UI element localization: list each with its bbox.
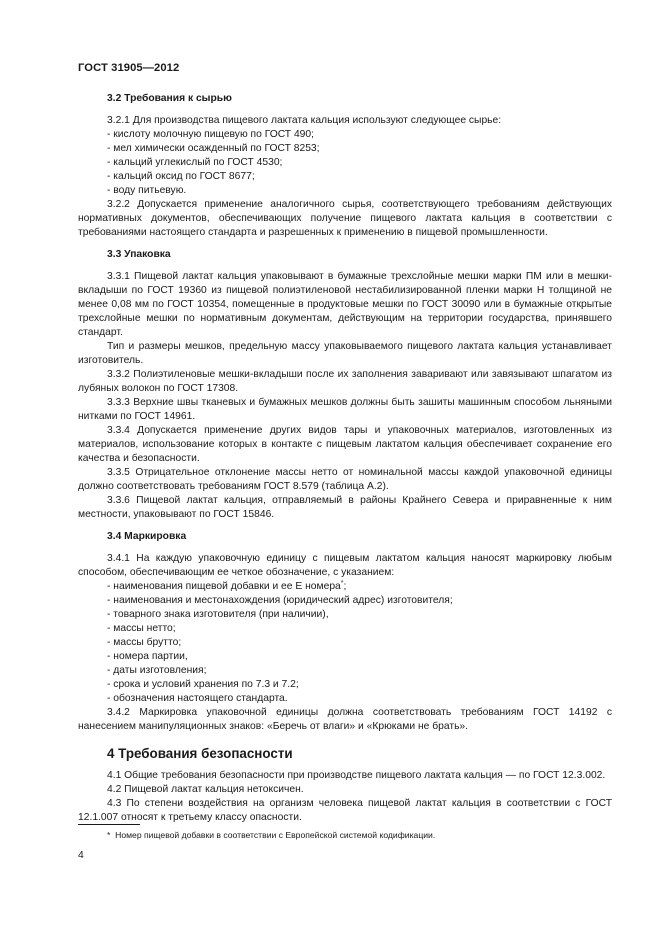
clause-4-1: 4.1 Общие требования безопасности при производстве пищевого лактата кальция — по ГОСТ 12.3.002. xyxy=(107,770,606,781)
section-3-4-title: 3.4 Маркировка xyxy=(107,531,187,542)
clause-3-2-2: 3.2.2 Допускается применение аналогичного сырья, соответствующего требованиям действующих нормативных документов, обеспечивающих получение пищевого лактата кальция в соответствии с требованиями настоящего стандарта и разрешенных к применению в пищевой промышленности. xyxy=(78,199,612,238)
section-3-3-title: 3.3 Упаковка xyxy=(107,249,171,260)
list-item: - массы нетто; xyxy=(107,623,176,634)
list-item-text: - наименования пищевой добавки и ее Е номера xyxy=(107,581,341,592)
section-4-title: 4 Требования безопасности xyxy=(107,746,293,761)
list-item: - массы брутто; xyxy=(107,637,182,648)
list-item: - номера партии, xyxy=(107,651,188,662)
list-item: - кислоту молочную пищевую по ГОСТ 490; xyxy=(107,129,314,140)
list-item: - воду питьевую. xyxy=(107,185,187,196)
list-item-end: ; xyxy=(343,581,347,592)
clause-3-3-4: 3.3.4 Допускается применение других видов тары и упаковочных материалов, изготовленных из материалов, использование которых в контакте с пищевым лактатом кальция обеспечивает сохранение его качества и безопасности. xyxy=(78,425,612,464)
clause-3-4-2: 3.4.2 Маркировка упаковочной единицы должна соответствовать требованиям ГОСТ 14192 с нанесением манипуляционных знаков: «Беречь от влаги» и «Крюками не брать». xyxy=(78,707,612,732)
page-number: 4 xyxy=(78,850,84,861)
footnote-text: Номер пищевой добавки в соответствии с Европейской системой кодификации. xyxy=(115,830,436,840)
clause-3-3-2: 3.3.2 Полиэтиленовые мешки-вкладыши после их заполнения заваривают или завязывают шпагатом из лубяных волокон по ГОСТ 17308. xyxy=(78,369,612,394)
list-item xyxy=(78,580,612,594)
list-item: - обозначения настоящего стандарта. xyxy=(107,693,288,704)
clause-3-3-3: 3.3.3 Верхние швы тканевых и бумажных мешков должны быть зашиты машинным способом льняными нитками по ГОСТ 14961. xyxy=(78,397,612,422)
document-code-header: ГОСТ 31905—2012 xyxy=(78,62,180,74)
footnote-reference: * xyxy=(340,580,344,587)
footnote-mark: * xyxy=(107,830,111,840)
clause-3-3-6: 3.3.6 Пищевой лактат кальция, отправляемый в районы Крайнего Севера и приравненные к ним местности, упаковывают по ГОСТ 15846. xyxy=(78,495,612,520)
list-item: - товарного знака изготовителя (при наличии), xyxy=(107,609,329,620)
clause-3-3-5: 3.3.5 Отрицательное отклонение массы нетто от номинальной массы каждой упаковочной единицы должно соответствовать требованиям ГОСТ 8.579 (таблица А.2). xyxy=(78,467,612,492)
clause-3-2-1: 3.2.1 Для производства пищевого лактата кальция используют следующее сырье: xyxy=(107,115,502,126)
footnote-divider xyxy=(78,824,140,825)
section-3-2-title: 3.2 Требования к сырью xyxy=(107,93,232,104)
list-item: - кальций оксид по ГОСТ 8677; xyxy=(107,171,255,182)
clause-3-4-1: 3.4.1 На каждую упаковочную единицу с пищевым лактатом кальция наносят маркировку любым способом, обеспечивающим ее четкое обозначение, с указанием: xyxy=(78,553,612,578)
clause-4-3: 4.3 По степени воздействия на организм человека пищевой лактат кальция в соответствии с ГОСТ 12.1.007 относят к третьему классу опасности. xyxy=(78,798,612,823)
clause-3-3-1: 3.3.1 Пищевой лактат кальция упаковывают в бумажные трехслойные мешки марки ПМ или в мешки-вкладыши по ГОСТ 19360 из пищевой полиэтиленовой нестабилизированной пленки марки Н толщиной не менее 0,08 мм по ГОСТ 10354, помещенные в продуктовые мешки по ГОСТ 30090 или в бумажные открытые трехслойные мешки по нормативным документам, действующим на территории государства, принявшего стандарт. xyxy=(78,271,612,338)
list-item: - наименования и местонахождения (юридический адрес) изготовителя; xyxy=(107,595,453,606)
list-item: - мел химически осажденный по ГОСТ 8253; xyxy=(107,143,320,154)
list-item: - срока и условий хранения по 7.3 и 7.2; xyxy=(107,679,299,690)
list-item: - даты изготовления; xyxy=(107,665,207,676)
list-item: - кальций углекислый по ГОСТ 4530; xyxy=(107,157,283,168)
footnote xyxy=(107,829,612,841)
clause-3-3-1-note: Тип и размеры мешков, предельную массу упаковываемого пищевого лактата кальция устанавливает изготовитель. xyxy=(78,341,612,366)
clause-4-2: 4.2 Пищевой лактат кальция нетоксичен. xyxy=(107,784,304,795)
document-body xyxy=(78,92,612,825)
